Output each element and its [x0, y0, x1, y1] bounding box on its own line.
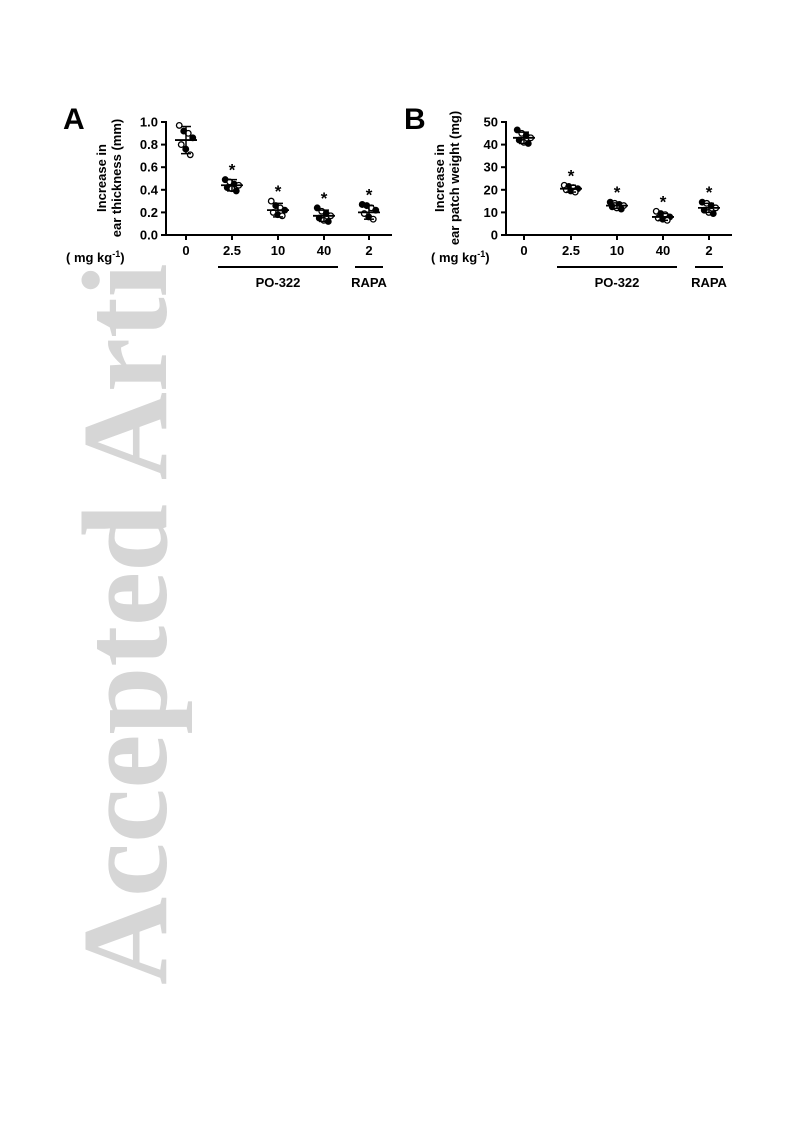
data-point	[710, 211, 716, 217]
panel-b	[404, 103, 732, 290]
dose-unit-label: ( mg $kg^{-1}$)	[431, 249, 490, 265]
group-label: RAPA	[351, 275, 387, 290]
x-tick-label: 0	[520, 243, 528, 258]
y-tick-label: 10	[483, 204, 498, 220]
data-point	[176, 123, 182, 129]
x-tick-label: 40	[655, 243, 671, 258]
y-tick-label: 0.6	[139, 159, 158, 175]
y-tick-label: 0.0	[139, 227, 158, 243]
dose-unit-label: ( mg $kg^{-1}$)	[66, 249, 125, 265]
data-point	[178, 142, 184, 148]
significance-marker: *	[228, 160, 236, 180]
y-tick-label: 1.0	[139, 114, 158, 130]
group-label: PO-322	[594, 275, 640, 290]
data-point	[187, 152, 193, 158]
y-tick-label: 20	[483, 182, 498, 198]
y-axis-title-line: ear patch weight (mg)	[447, 110, 462, 246]
group-label: PO-322	[255, 275, 301, 290]
significance-marker: *	[567, 166, 575, 186]
x-tick-label: 40	[316, 243, 332, 258]
significance-marker: *	[365, 185, 373, 205]
x-tick-label: 2	[705, 243, 713, 258]
group-label: RAPA	[691, 275, 727, 290]
significance-marker: *	[274, 182, 282, 202]
dose-unit-close: )	[485, 250, 490, 265]
panel-letter: A	[63, 103, 85, 136]
significance-marker: *	[320, 188, 328, 208]
y-axis-title-line: Increase in	[432, 144, 447, 212]
y-tick-label: 0.8	[139, 137, 158, 153]
x-tick-label: 10	[270, 243, 286, 258]
dose-unit-superscript: -1	[112, 249, 121, 259]
x-tick-label: 2.5	[561, 243, 581, 258]
y-tick-label: 0.4	[139, 182, 158, 198]
watermark-text: Accepted Arti	[58, 263, 193, 985]
y-tick-label: 0	[490, 227, 498, 243]
dose-unit-superscript: -1	[477, 249, 486, 259]
x-tick-label: 2	[365, 243, 373, 258]
x-tick-label: 2.5	[222, 243, 242, 258]
y-tick-label: 40	[483, 137, 498, 153]
data-point	[279, 213, 285, 219]
y-axis-title-line: Increase in	[94, 144, 109, 212]
significance-marker: *	[659, 192, 667, 212]
significance-marker: *	[705, 183, 713, 203]
dose-unit-close: )	[120, 250, 125, 265]
y-axis-title-line: ear thickness (mm)	[109, 118, 124, 238]
x-tick-label: 10	[609, 243, 625, 258]
x-tick-label: 0	[182, 243, 190, 258]
y-tick-label: 0.2	[139, 204, 158, 220]
panel-a	[63, 103, 392, 290]
significance-marker: *	[613, 183, 621, 203]
y-tick-label: 50	[483, 114, 498, 130]
panel-letter: B	[404, 103, 426, 136]
y-tick-label: 30	[483, 159, 498, 175]
